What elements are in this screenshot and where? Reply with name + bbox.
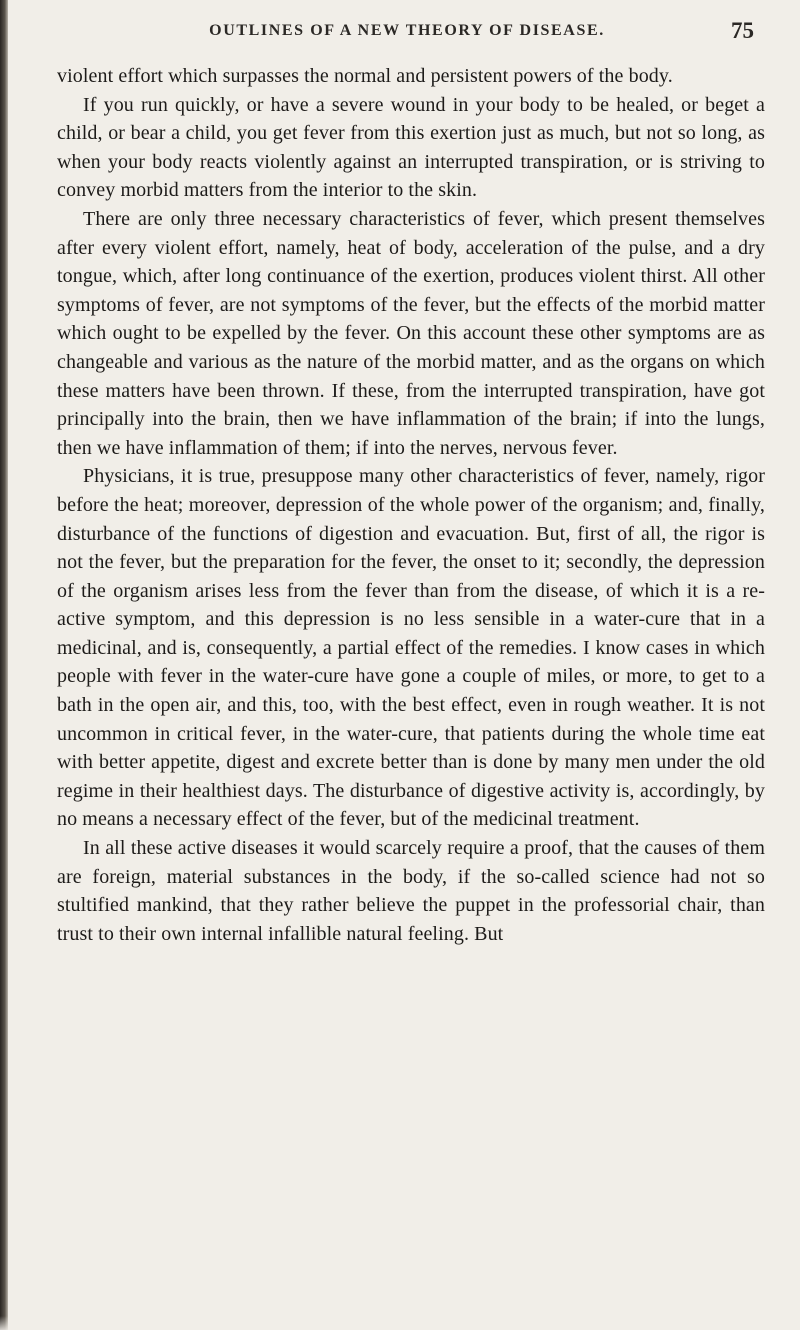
paragraph: In all these active diseases it would scarcely require a proof, that the causes of them are foreign, material substances in the body, if the so-called science had not so stultified mankind, that they rather believe the puppet in the professorial chair, than trust to their own internal infallible natural feeling. But <box>57 837 765 945</box>
paragraph: If you run quickly, or have a severe wound in your body to be healed, or beget a child, or bear a child, you get fever from this exertion just as much, but not so long, as when your body reacts violently against an interrupted transpiration, or is striving to convey morbid matters from the interior to the skin. <box>57 93 765 202</box>
running-head <box>60 12 754 48</box>
page-binding-edge <box>0 0 8 1330</box>
paragraph: Physicians, it is true, presuppose many other characteristics of fever, namely, rigor before the heat; moreover, depression of the whole power of the organism; and, finally, disturbance of the functions of digestion and evacuation. But, first of all, the rigor is not the fever, but the preparation for the fever, the onset to it; secondly, the depression of the organism arises less from the fever than from the disease, of which it is a re-active symptom, and this depression is no less sensible in a water-cure that in a medicinal, and is, consequently, a partial effect of the remedies. I know cases in which people with fever in the water-cure have gone a couple of miles, or more, to get to a bath in the open air, and this, too, with the best effect, even in rough weather. It is not uncommon in critical fever, in the water-cure, that patients during the whole time eat with better appetite, digest and excrete better than is done by many men under the old regime in their healthiest days. The disturbance of digestive activity is, accordingly, by no means a necessary effect of the fever, but of the medicinal treatment. <box>57 465 765 831</box>
paragraph-continuation: violent effort which surpasses the normal and persistent powers of the body. <box>57 65 673 87</box>
paragraph: There are only three necessary characteristics of fever, which present themselves after every violent effort, namely, heat of body, acceleration of the pulse, and a dry tongue, which, after long continuance of the exertion, produces violent thirst. All other symptoms of fever, are not symptoms of the fever, but the effects of the morbid matter which ought to be expelled by the fever. On this account these other symptoms are as changeable and various as the nature of the morbid matter, and as the organs on which these matters have been thrown. If these, from the interrupted transpiration, have got principally into the brain, then we have inflammation of the brain; if into the lungs, then we have inflammation of them; if into the nerves, nervous fever. <box>57 207 765 459</box>
page-number: 75 <box>731 18 754 43</box>
running-title: OUTLINES OF A NEW THEORY OF DISEASE. <box>209 22 605 39</box>
page-bottom-edge <box>0 1316 800 1330</box>
body-text <box>57 62 765 948</box>
